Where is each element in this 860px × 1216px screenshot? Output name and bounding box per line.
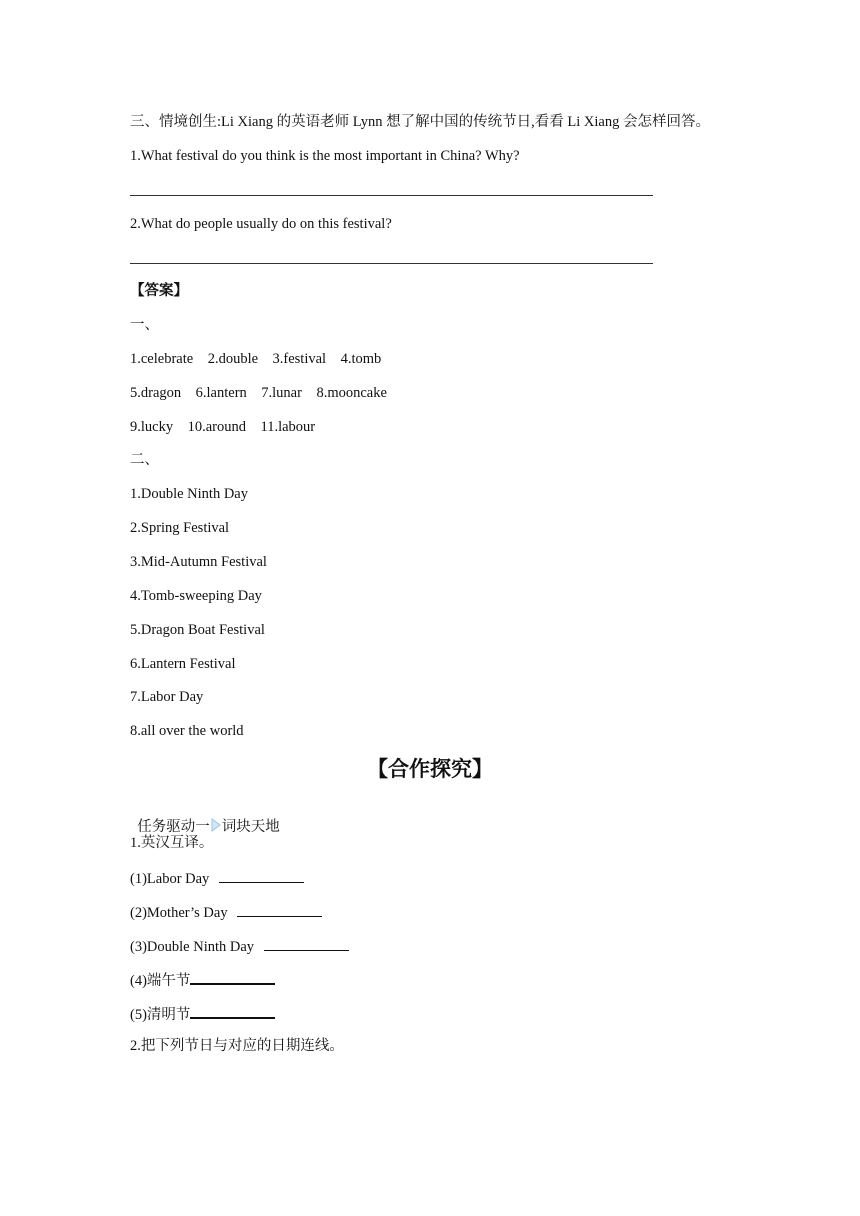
fill-blank[interactable] <box>219 868 304 883</box>
answers-part2-item: 7.Labor Day <box>130 689 204 705</box>
translate-item <box>130 1003 275 1024</box>
translate-item <box>130 969 275 990</box>
answers-part1-line: 5.dragon 6.lantern 7.lunar 8.mooncake <box>130 385 387 401</box>
fill-blank[interactable] <box>264 936 349 951</box>
translate-item <box>130 902 322 922</box>
answers-part2-item: 5.Dragon Boat Festival <box>130 622 265 638</box>
translate-instruction: 1.英汉互译。 <box>130 835 214 851</box>
answers-part2-item: 8.all over the world <box>130 723 244 739</box>
answers-part2-item: 4.Tomb-sweeping Day <box>130 588 262 604</box>
answers-part1-label: 一、 <box>130 317 159 333</box>
cooperation-title: 【合作探究】 <box>367 757 493 781</box>
answers-part1-line: 9.lucky 10.around 11.labour <box>130 419 316 435</box>
fill-blank[interactable] <box>190 1003 275 1019</box>
translate-item-text: (3)Double Ninth Day <box>130 939 258 955</box>
translate-item-text: (1)Labor Day <box>130 871 213 887</box>
translate-item <box>130 936 349 956</box>
answers-heading: 【答案】 <box>130 283 188 299</box>
question-1: 1.What festival do you think is the most important in China? Why? <box>130 148 520 164</box>
question-2: 2.What do people usually do on this festival? <box>130 216 392 232</box>
translate-item <box>130 868 304 888</box>
answer-line-2 <box>130 263 653 264</box>
matching-instruction: 2.把下列节日与对应的日期连线。 <box>130 1038 344 1054</box>
answers-part2-item: 2.Spring Festival <box>130 520 230 536</box>
fill-blank[interactable] <box>190 969 275 985</box>
translate-item-text: (2)Mother’s Day <box>130 905 232 921</box>
task-driver-label: 任务驱动一 <box>137 819 210 835</box>
task-driver-line <box>130 800 280 837</box>
task-driver-topic: 词块天地 <box>221 819 280 835</box>
translate-item-text: (5)清明节 <box>130 1007 191 1023</box>
answers-part1-line: 1.celebrate 2.double 3.festival 4.tomb <box>130 351 382 367</box>
translate-item-text: (4)端午节 <box>130 973 191 989</box>
answers-part2-item: 6.Lantern Festival <box>130 656 236 672</box>
section3-intro: 三、情境创生:Li Xiang 的英语老师 Lynn 想了解中国的传统节日,看看 Li Xiang 会怎样回答。 <box>130 114 710 130</box>
answers-part2-item: 1.Double Ninth Day <box>130 486 248 502</box>
answer-line-1 <box>130 195 653 196</box>
answers-part2-item: 3.Mid-Autumn Festival <box>130 554 267 570</box>
answers-part2-label: 二、 <box>130 452 159 468</box>
fill-blank[interactable] <box>237 902 322 917</box>
